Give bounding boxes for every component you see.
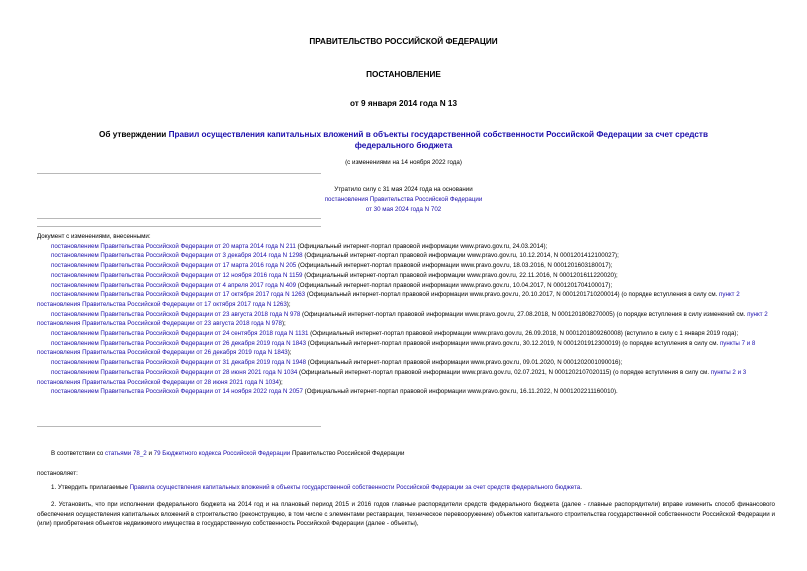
paragraph-1: [37, 483, 775, 493]
paragraph-1-text: [37, 483, 775, 493]
resolves-text: постановляет:: [37, 470, 78, 477]
amendment-tail: );: [278, 378, 283, 386]
amendment-tail: );: [286, 300, 291, 308]
budget-code-link[interactable]: 79 Бюджетного кодекса Российской Федерации: [153, 450, 291, 457]
effective-clause-link[interactable]: пункт 2 постановления Правительства Российской Федерации от 17 октября 2017 года N 1263: [37, 291, 740, 308]
amendment-source: (Официальный интернет-портал правовой информации www.pravo.gov.ru, 30.12.2019, N 0001201912300019) (о порядке вступления в силу см.: [306, 339, 720, 347]
void-resolution-date-link[interactable]: от 30 мая 2024 года N 702: [365, 206, 442, 213]
preamble: [37, 449, 775, 459]
void-text: Утратило силу с 31 мая 2024 года на основании: [334, 186, 473, 193]
list-item: [37, 261, 775, 271]
amendment-link[interactable]: постановлением Правительства Российской Федерации от 28 июня 2021 года N 1034: [51, 368, 298, 376]
amendment-source: (Официальный интернет-портал правовой информации www.pravo.gov.ru, 10.04.2017, N 0001201704100017);: [296, 281, 613, 289]
amendment-note: (с изменениями на 14 ноября 2022 года): [345, 159, 462, 166]
list-item: [37, 368, 775, 387]
government-heading: ПРАВИТЕЛЬСТВО РОССИЙСКОЙ ФЕДЕРАЦИИ: [309, 37, 498, 46]
amendment-link[interactable]: постановлением Правительства Российской Федерации от 31 декабря 2019 года N 1948: [51, 359, 307, 367]
list-item: [37, 290, 775, 309]
amendments-list: [37, 232, 775, 397]
amendment-tail: );: [287, 349, 292, 357]
amendment-source: (Официальный интернет-портал правовой информации www.pravo.gov.ru, 22.11.2016, N 0001201611220020);: [302, 271, 618, 279]
amendment-link[interactable]: постановлением Правительства Российской Федерации от 20 марта 2014 года N 211: [51, 242, 296, 250]
amendment-link[interactable]: постановлением Правительства Российской Федерации от 4 апреля 2017 года N 409: [51, 281, 297, 289]
document-type: ПОСТАНОВЛЕНИЕ: [366, 70, 441, 79]
effective-clause-link[interactable]: пункты 7 и 8 постановления Правительства Российской Федерации от 26 декабря 2019 года N 1843: [37, 339, 756, 357]
list-item: [37, 271, 775, 281]
amendment-link[interactable]: постановлением Правительства Российской Федерации от 17 октября 2017 года N 1263: [51, 291, 306, 299]
list-item: [37, 281, 775, 291]
preamble-suffix: Правительство Российской Федерации: [290, 450, 405, 457]
effective-clause-link[interactable]: пункты 2 и 3 постановления Правительства Российской Федерации от 28 июня 2021 года N 1034: [37, 368, 747, 386]
amendment-link[interactable]: постановлением Правительства Российской Федерации от 24 сентября 2018 года N 1131: [51, 330, 309, 338]
amendment-link[interactable]: постановлением Правительства Российской Федерации от 14 ноября 2022 года N 2057: [51, 388, 303, 396]
amendments-intro: Документ с изменениями, внесенными:: [37, 233, 151, 240]
list-item: [37, 251, 775, 261]
list-item: [37, 339, 775, 358]
amendment-source: (Официальный интернет-портал правовой информации www.pravo.gov.ru, 02.07.2021, N 0001202107020115) (о порядке вступления в силу см.: [297, 368, 711, 376]
amendment-source: (Официальный интернет-портал правовой информации www.pravo.gov.ru, 16.11.2022, N 0001202211160010).: [302, 388, 618, 396]
divider: [37, 426, 321, 427]
document-title: [0, 129, 807, 151]
amendment-source: (Официальный интернет-портал правовой информации www.pravo.gov.ru, 20.10.2017, N 0001201710200014) (о порядке вступления в силу см.: [305, 291, 720, 299]
preamble-prefix: В соответствии со: [51, 450, 105, 457]
amendment-source: (Официальный интернет-портал правовой информации www.pravo.gov.ru, 18.03.2016, N 0001201603180017);: [296, 262, 613, 270]
paragraph-2-text: 2. Установить, что при исполнении федерального бюджета на 2014 год и на плановый период 2015 и 2016 годов главные распорядители средств федерального бюджета (далее - главные распорядители) вправе изменить способ финансового обеспечения осуществления капитальных вложений в строительство (реконструкцию, в том числе с элементами реставрации, техническое перевооружение) объектов капитального строительства государственной собственности Российской Федерации и (или) приобретения объектов недвижимого имущества в государственную собственность Российской Федерации (далее - объекты),: [37, 501, 775, 528]
void-notice: [240, 185, 567, 215]
paragraph-2: [37, 500, 775, 529]
paragraph-1-prefix: 1. Утвердить прилагаемые: [51, 484, 130, 491]
amendment-source: (Официальный интернет-портал правовой информации www.pravo.gov.ru, 10.12.2014, N 0001201412100027);: [302, 252, 619, 260]
paragraph-1-suffix: .: [580, 484, 582, 491]
amendment-link[interactable]: постановлением Правительства Российской Федерации от 23 августа 2018 года N 978: [51, 310, 301, 318]
effective-clause-link[interactable]: пункт 2 постановления Правительства Российской Федерации от 23 августа 2018 года N 978: [37, 310, 768, 328]
amendment-link[interactable]: постановлением Правительства Российской Федерации от 17 марта 2016 года N 205: [51, 262, 297, 270]
amendment-link[interactable]: постановлением Правительства Российской Федерации от 26 декабря 2019 года N 1843: [51, 339, 307, 347]
divider: [37, 173, 321, 174]
list-item: [37, 310, 775, 329]
amendment-link[interactable]: постановлением Правительства Российской Федерации от 3 декабря 2014 года N 1298: [51, 252, 303, 260]
document-date-number: от 9 января 2014 года N 13: [349, 99, 458, 108]
list-item: [37, 358, 775, 368]
amendment-source: (Официальный интернет-портал правовой информации www.pravo.gov.ru, 24.03.2014);: [295, 242, 548, 250]
resolves-block: [37, 469, 775, 479]
amendment-link[interactable]: постановлением Правительства Российской Федерации от 12 ноября 2016 года N 1159: [51, 271, 303, 279]
approved-rules-link[interactable]: Правила осуществления капитальных вложений в объекты государственной собственности Российской Федерации за счет средств федерального бюджета: [129, 484, 581, 491]
list-item: [37, 242, 775, 252]
amendment-source: (Официальный интернет-портал правовой информации www.pravo.gov.ru, 27.08.2018, N 0001201808270005) (о порядке вступления в силу изменений см.: [300, 310, 748, 318]
amendment-source: (Официальный интернет-портал правовой информации www.pravo.gov.ru, 09.01.2020, N 0001202001090016);: [306, 359, 623, 367]
title-prefix: Об утверждении: [99, 130, 169, 139]
rules-title-link[interactable]: Правил осуществления капитальных вложений в объекты государственной собственности Российской Федерации за счет средств федерального бюджета: [168, 130, 708, 150]
amendment-tail: );: [281, 320, 286, 328]
divider: [37, 226, 321, 227]
void-resolution-link[interactable]: постановления Правительства Российской Федерации: [324, 196, 483, 203]
divider: [37, 218, 321, 219]
list-item: [37, 387, 775, 397]
amendment-source: (Официальный интернет-портал правовой информации www.pravo.gov.ru, 26.09.2018, N 0001201809260008) (вступило в силу с 1 января 2019 года);: [308, 330, 739, 338]
preamble-text: [37, 449, 775, 459]
preamble-conjunction: и: [146, 450, 154, 457]
list-item: [37, 329, 775, 339]
article-78-2-link[interactable]: статьями 78_2: [104, 450, 147, 457]
